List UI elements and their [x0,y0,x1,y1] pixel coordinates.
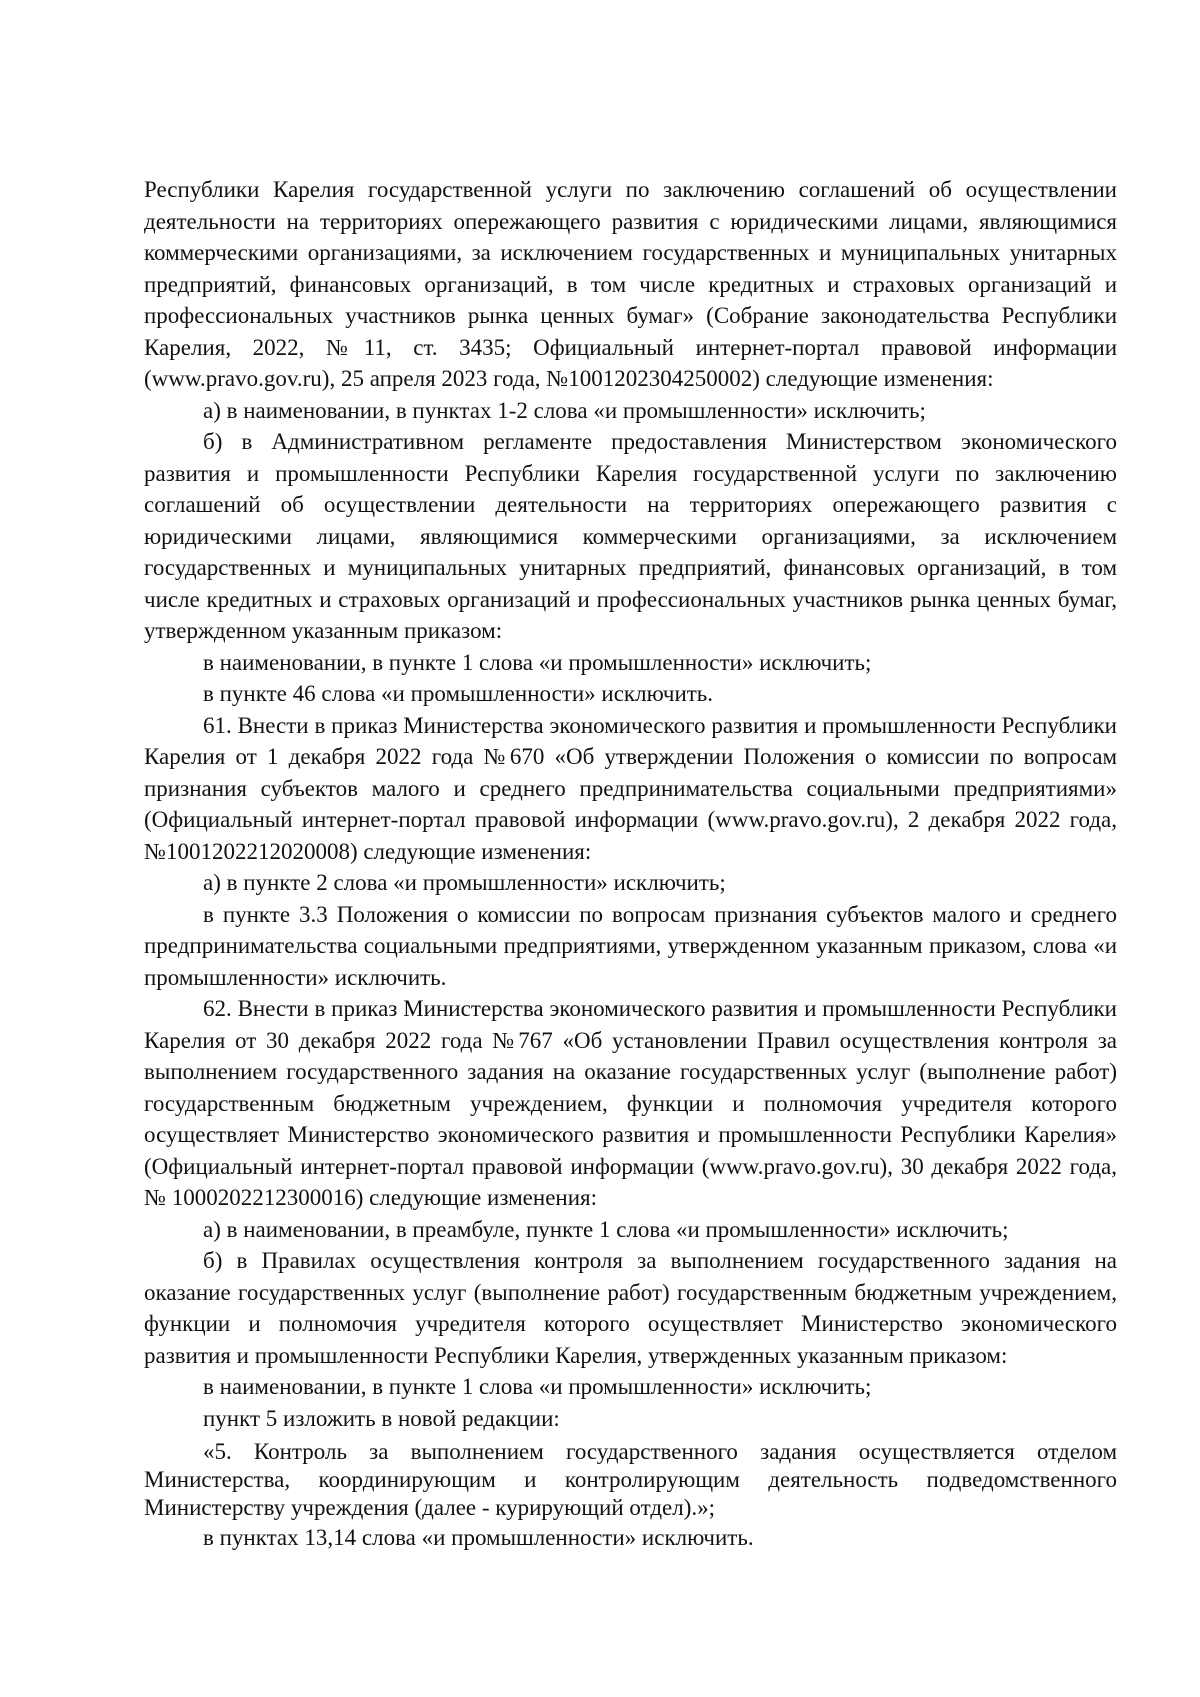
paragraph-item: в пункте 46 слова «и промышленности» исключить. [203,681,714,706]
paragraph-item: пункт 5 изложить в новой редакции: [203,1405,560,1431]
paragraph-new-wording: «5. Контроль за выполнением государственного задания осуществляется отделом Министерства, координирующим и контролирующим деятельность подведомственного Министерству учреждения (далее - курирующий отдел).»; [144,1439,1117,1520]
paragraph-amendment-a: а) в наименовании, в пунктах 1-2 слова «и промышленности» исключить; [203,397,926,423]
paragraph-clause-61: 61. Внести в приказ Министерства экономического развития и промышленности Республики Карелия от 1 декабря 2022 года №670 «Об утверждении Положения о комиссии по вопросам признания субъектов малого и среднего предпринимательства социальными предприятиями» (Официальный интернет-портал правовой информации (www.pravo.gov.ru), 2 декабря 2022 года, №1001202212020008) следующие изменения: [144,712,1117,864]
paragraph-continuation: Республики Карелия государственной услуги по заключению соглашений об осуществлении деятельности на территориях опережающего развития с юридическими лицами, являющимися коммерческими организациями, за исключением государственных и муниципальных унитарных предприятий, финансовых организаций, в том числе кредитных и страховых организаций и профессиональных участников рынка ценных бумаг» (Собрание законодательства Республики Карелия, 2022, №11, ст. 3435; Официальный интернет-портал правовой информации (www.pravo.gov.ru), 25 апреля 2023 года, №1001202304250002) следующие изменения: [144,177,1117,391]
document-body [144,174,1117,1554]
paragraph-amendment-b: б) в Административном регламенте предоставления Министерством экономического развития и промышленности Республики Карелия государственной услуги по заключению соглашений об осуществлении деятельности на территориях опережающего развития с юридическими лицами, являющимися коммерческими организациями, за исключением государственных и муниципальных унитарных предприятий, финансовых организаций, в том числе кредитных и страховых организаций и профессиональных участников рынка ценных бумаг, утвержденном указанным приказом: [144,429,1117,643]
paragraph-item: а) в пункте 2 слова «и промышленности» исключить; [203,870,726,895]
paragraph-amendment-b: б) в Правилах осуществления контроля за выполнением государственного задания на оказание государственных услуг (выполнение работ) государственным бюджетным учреждением, функции и полномочия учредителя которого осуществляет Министерство экономического развития и промышленности Республики Карелия, утвержденных указанным приказом: [144,1248,1117,1368]
paragraph-item: в пунктах 13,14 слова «и промышленности» исключить. [203,1525,754,1550]
paragraph-item: в наименовании, в пункте 1 слова «и промышленности» исключить; [203,649,872,675]
paragraph-item: в наименовании, в пункте 1 слова «и промышленности» исключить; [203,1374,872,1399]
paragraph-clause-62: 62. Внести в приказ Министерства экономического развития и промышленности Республики Карелия от 30 декабря 2022 года №767 «Об установлении Правил осуществления контроля за выполнением государственного задания на оказание государственных услуг (выполнение работ) государственным бюджетным учреждением, функции и полномочия учредителя которого осуществляет Министерство экономического развития и промышленности Республики Карелия» (Официальный интернет-портал правовой информации (www.pravo.gov.ru), 30 декабря 2022 года, № 1000202212300016) следующие изменения: [144,996,1117,1210]
paragraph-item: в пункте 3.3 Положения о комиссии по вопросам признания субъектов малого и среднего предпринимательства социальными предприятиями, утвержденном указанным приказом, слова «и промышленности» исключить. [144,901,1117,990]
paragraph-amendment-a: а) в наименовании, в преамбуле, пункте 1 слова «и промышленности» исключить; [203,1216,1009,1242]
